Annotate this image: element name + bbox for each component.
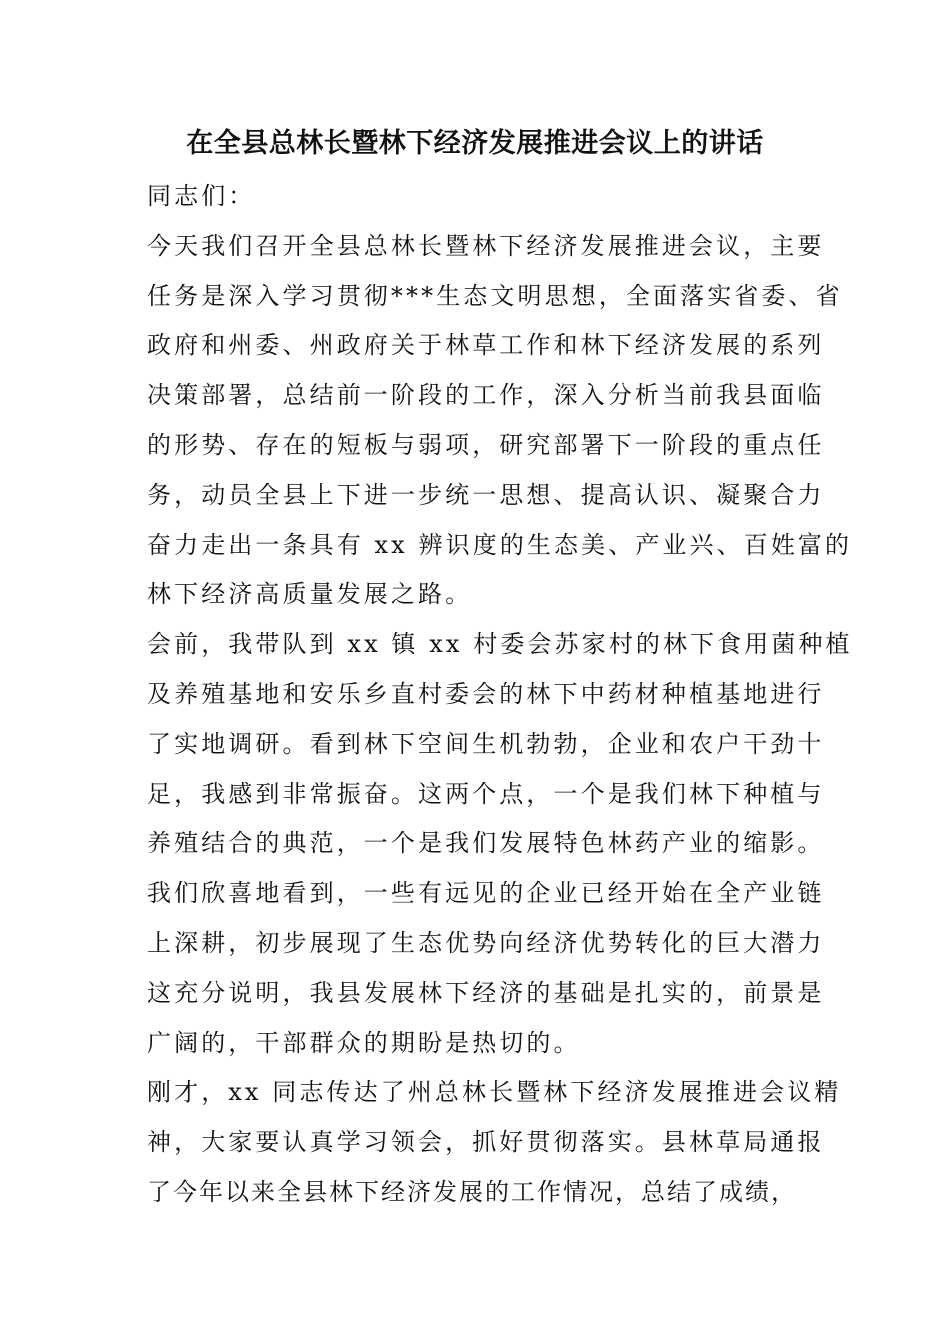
body-line: 这充分说明，我县发展林下经济的基础是扎实的，前景是 [147,978,825,1007]
body-line: 会前，我带队到 xx 镇 xx 村委会苏家村的林下食用菌种植 [147,630,853,659]
body-line: 了实地调研。看到林下空间生机勃勃，企业和农户干劲十 [147,729,825,758]
body-line: 我们欣喜地看到，一些有远见的企业已经开始在全产业链 [147,879,825,908]
body-line: 刚才，xx 同志传达了州总林长暨林下经济发展推进会议精 [147,1078,842,1107]
salutation-line: 同志们： [147,182,256,210]
body-line: 广阔的，干部群众的期盼是热切的。 [147,1028,581,1057]
document-body [147,172,853,1218]
body-line: 奋力走出一条具有 xx 辨识度的生态美、产业兴、百姓富的 [147,530,853,559]
body-line: 上深耕，初步展现了生态优势向经济优势转化的巨大潜力 [147,928,825,957]
body-line: 务，动员全县上下进一步统一思想、提高认识、凝聚合力 [147,480,825,509]
body-line: 养殖结合的典范，一个是我们发展特色林药产业的缩影。 [147,829,825,858]
body-line: 政府和州委、州政府关于林草工作和林下经济发展的系列 [147,331,825,360]
body-line: 及养殖基地和安乐乡直村委会的林下中药材种植基地进行 [147,679,825,708]
body-line: 足，我感到非常振奋。这两个点，一个是我们林下种植与 [147,779,825,808]
document-title: 在全县总林长暨林下经济发展推进会议上的讲话 [186,128,764,159]
body-line: 任务是深入学习贯彻***生态文明思想，全面落实省委、省 [147,281,843,310]
body-line: 神，大家要认真学习领会，抓好贯彻落实。县林草局通报 [147,1128,825,1157]
body-line: 的形势、存在的短板与弱项，研究部署下一阶段的重点任 [147,430,825,459]
body-line: 决策部署，总结前一阶段的工作，深入分析当前我县面临 [147,381,825,410]
body-line: 今天我们召开全县总林长暨林下经济发展推进会议，主要 [147,231,825,260]
body-line: 了今年以来全县林下经济发展的工作情况，总结了成绩， [147,1177,797,1206]
body-line: 林下经济高质量发展之路。 [147,580,473,609]
